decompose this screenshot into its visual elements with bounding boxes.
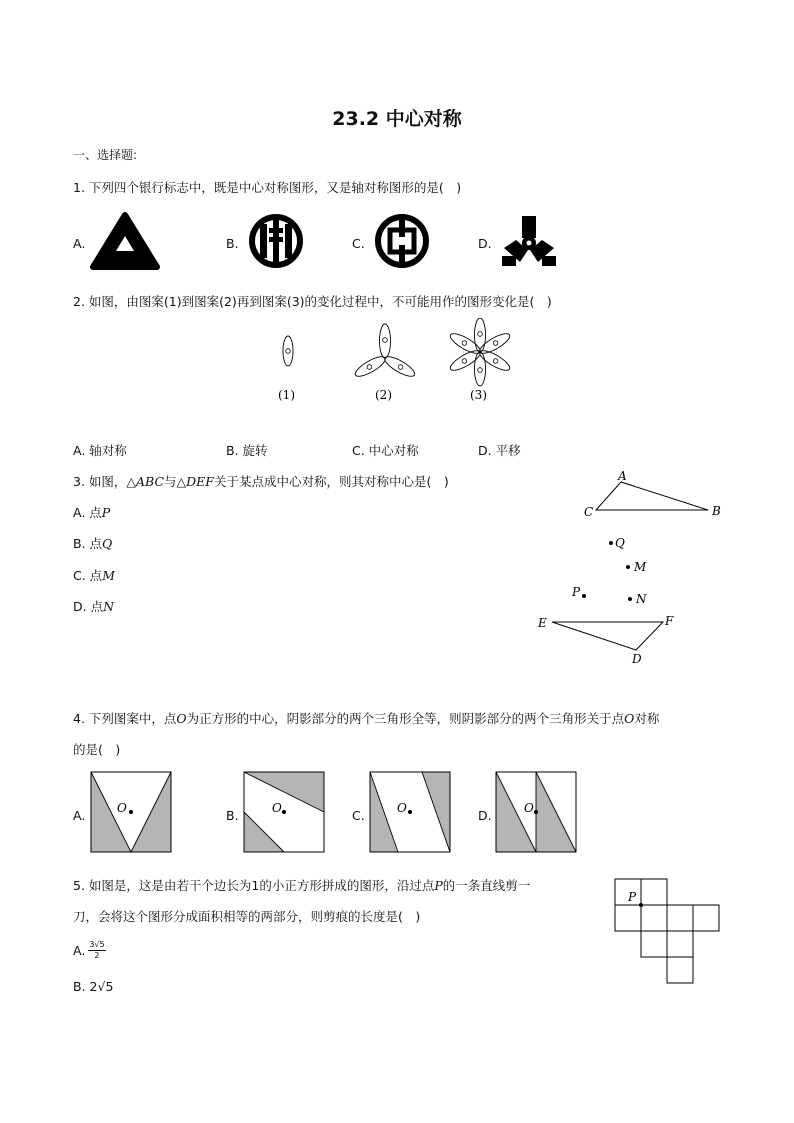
label-d: D: [632, 652, 642, 666]
bank-logo-c-icon: [372, 212, 432, 270]
label-a: A: [618, 469, 627, 483]
q4-option-b-label: B.: [226, 808, 239, 823]
label-f: F: [665, 614, 674, 628]
q1-option-a-label: A.: [73, 236, 86, 251]
question-5-line2: 刀，会将这个图形分成面积相等的两部分，则剪痕的长度是( ): [73, 909, 421, 924]
svg-text:O: O: [117, 801, 127, 815]
square-figure-c: [369, 771, 451, 853]
pattern-label-1: (1): [278, 388, 295, 402]
page-title: 23.2 中心对称: [332, 108, 462, 130]
label-p: P: [572, 585, 581, 599]
q2-option-c: C. 中心对称: [352, 443, 419, 458]
svg-text:O: O: [524, 801, 534, 815]
q4-option-c-label: C.: [352, 808, 365, 823]
q1-option-c-label: C.: [352, 236, 365, 251]
pattern-2-petals: [353, 324, 417, 380]
pattern-label-2: (2): [375, 388, 392, 402]
square-figure-a: [90, 771, 172, 853]
question-4-line2: 的是( ): [73, 742, 121, 757]
pattern-figures: [270, 318, 530, 408]
question-5-line1: 5. 如图是，这是由若干个边长为1的小正方形拼成的图形，沿过点P的一条直线剪一: [73, 878, 531, 893]
label-q: Q: [615, 536, 625, 550]
bank-logo-b-icon: [246, 212, 306, 270]
q4-option-d-label: D.: [478, 808, 492, 823]
section-heading: 一、选择题:: [73, 148, 138, 162]
q1-option-b-label: B.: [226, 236, 239, 251]
q3-option-a: A. 点P: [73, 505, 111, 520]
q2-option-a: A. 轴对称: [73, 443, 127, 458]
pattern-3-petals: [448, 318, 512, 386]
pattern-1-petal: [283, 336, 293, 366]
q2-option-d: D. 平移: [478, 443, 521, 458]
grid-figure: [612, 876, 722, 984]
q5-option-b: B. 2√5: [73, 979, 114, 994]
q2-option-b: B. 旋转: [226, 443, 268, 458]
svg-text:O: O: [272, 801, 282, 815]
question-2-text: 2. 如图，由图案(1)到图案(2)再到图案(3)的变化过程中，不可能用作的图形变化是( ): [73, 294, 552, 309]
question-4-line1: 4. 下列图案中，点O为正方形的中心，阴影部分的两个三角形全等，则阴影部分的两个三角形关于点O对称: [73, 711, 660, 726]
square-figure-d: [495, 771, 577, 853]
question-3-text: 3. 如图，△ABC与△DEF关于某点成中心对称，则其对称中心是( ): [73, 474, 449, 489]
question-1-text: 1. 下列四个银行标志中，既是中心对称图形，又是轴对称图形的是( ): [73, 180, 462, 195]
q3-option-d: D. 点N: [73, 599, 115, 614]
q5-option-a-numerator: 3√5: [89, 940, 105, 949]
grid-point-p-label: P: [628, 890, 637, 904]
label-e: E: [538, 616, 547, 630]
triangle-figure: [530, 462, 730, 672]
q4-option-a-label: A.: [73, 808, 86, 823]
bank-logo-a-icon: [90, 212, 160, 270]
q5-option-a: A. $\frac{3√5}{2}$: [73, 940, 105, 960]
q5-option-a-denominator: 2: [94, 951, 100, 960]
pattern-label-3: (3): [470, 388, 487, 402]
label-b: B: [712, 504, 721, 518]
q1-option-d-label: D.: [478, 236, 492, 251]
square-figure-b: [243, 771, 325, 853]
q3-option-b: B. 点Q: [73, 536, 113, 551]
label-n: N: [636, 592, 647, 606]
svg-text:O: O: [397, 801, 407, 815]
bank-logo-d-icon: [498, 212, 560, 270]
label-m: M: [634, 560, 647, 574]
label-c: C: [584, 505, 594, 519]
q3-option-c: C. 点M: [73, 568, 115, 583]
